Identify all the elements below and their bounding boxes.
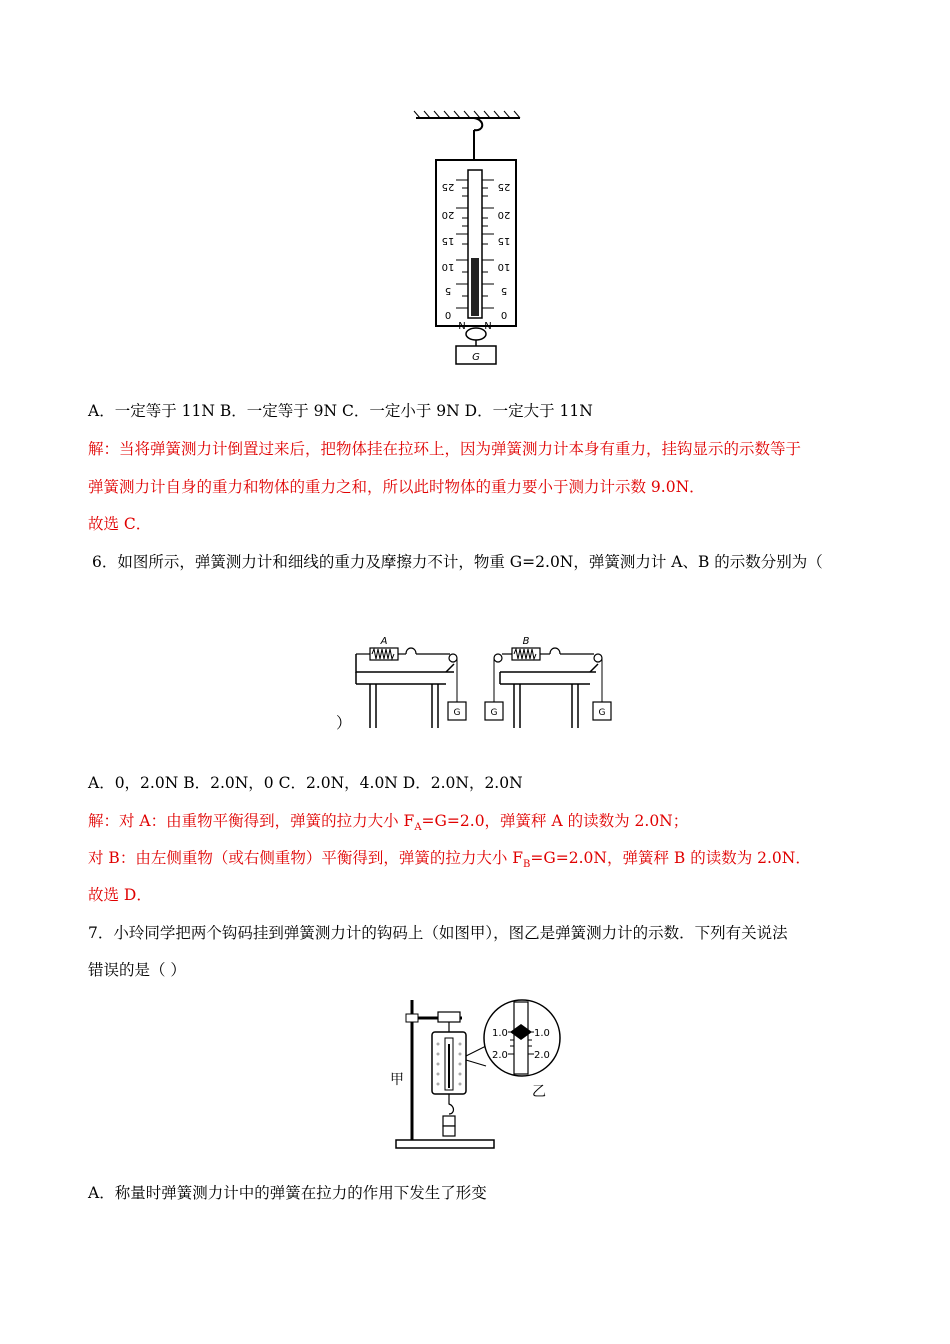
unit-label: N [458,319,466,330]
reading-label: 1.0 [492,1028,508,1039]
mark-label: 20 [497,209,511,220]
reading-label: 2.0 [492,1050,508,1061]
yi-label: 乙 [532,1084,546,1100]
scale-b-label: B [522,636,530,647]
q5-spring-scale-figure [410,108,530,370]
q6-solution-b: 对 B：由左侧重物（或右侧重物）平衡得到，弹簧的拉力大小 $F_B=G=2.0N$，弹簧秤 B 的读数为 2.0N． [88,849,811,871]
table-left [356,654,454,728]
table-right [500,664,598,728]
mark-label: 25 [497,181,511,192]
q6-options: A．0，2.0N B．2.0N，0 C．2.0N，4.0N D．2.0N，2.0N [88,774,523,792]
q6-two-scales-figure [350,632,620,732]
q6-stem: 6．如图所示，弹簧测力计和细线的重力及摩擦力不计，物重 G=2.0N，弹簧测力计 A、B 的示数分别为（ [92,553,823,571]
weight-label: G [453,708,461,718]
mark-label: 10 [441,261,455,272]
mark-label: 20 [441,209,455,220]
mark-label: 25 [441,181,455,192]
q5-solution-line-2: 弹簧测力计自身的重力和物体的重力之和，所以此时物体的重力要小于测力计示数 9.0N． [88,478,705,496]
weight-label: G [598,708,606,718]
weight-label: G [472,352,480,363]
weight-label: G [490,708,498,718]
mark-label: 0 [444,309,452,320]
q6-answer: 故选 D． [88,886,152,904]
mark-label: 10 [497,261,511,272]
q7-stem-line-2: 错误的是（ ） [88,961,186,979]
mark-label: 5 [500,285,508,296]
q5-options: A．一定等于 11N B．一定等于 9N C．一定小于 9N D．一定大于 11N [88,402,593,420]
q5-solution-line-1: 解：当将弹簧测力计倒置过来后，把物体挂在拉环上，因为弹簧测力计本身有重力，挂钩显示的示数等于 [88,440,802,458]
q5-answer: 故选 C． [88,515,152,533]
scale-a-label: A [380,636,388,647]
mark-label: 5 [444,285,452,296]
reading-label: 2.0 [534,1050,550,1061]
q6-solution-a: 解：对 A：由重物平衡得到，弹簧的拉力大小 $F_A=G=2.0$，弹簧秤 A 的读数为 2.0N； [88,812,689,834]
reading-label: 1.0 [534,1028,550,1039]
mark-label: 0 [500,309,508,320]
jia-label: 甲 [390,1072,404,1088]
q7-stem-line-1: 7．小玲同学把两个钩码挂到弹簧测力计的钩码上（如图甲），图乙是弹簧测力计的示数．下列有关说法 [88,924,788,942]
q6-stem-close: ） [336,714,352,732]
q7-stand-figure [382,994,582,1156]
mark-label: 15 [497,235,511,246]
unit-label: N [484,319,492,330]
q7-option-a: A．称量时弹簧测力计中的弹簧在拉力的作用下发生了形变 [88,1184,487,1202]
mark-label: 15 [441,235,455,246]
